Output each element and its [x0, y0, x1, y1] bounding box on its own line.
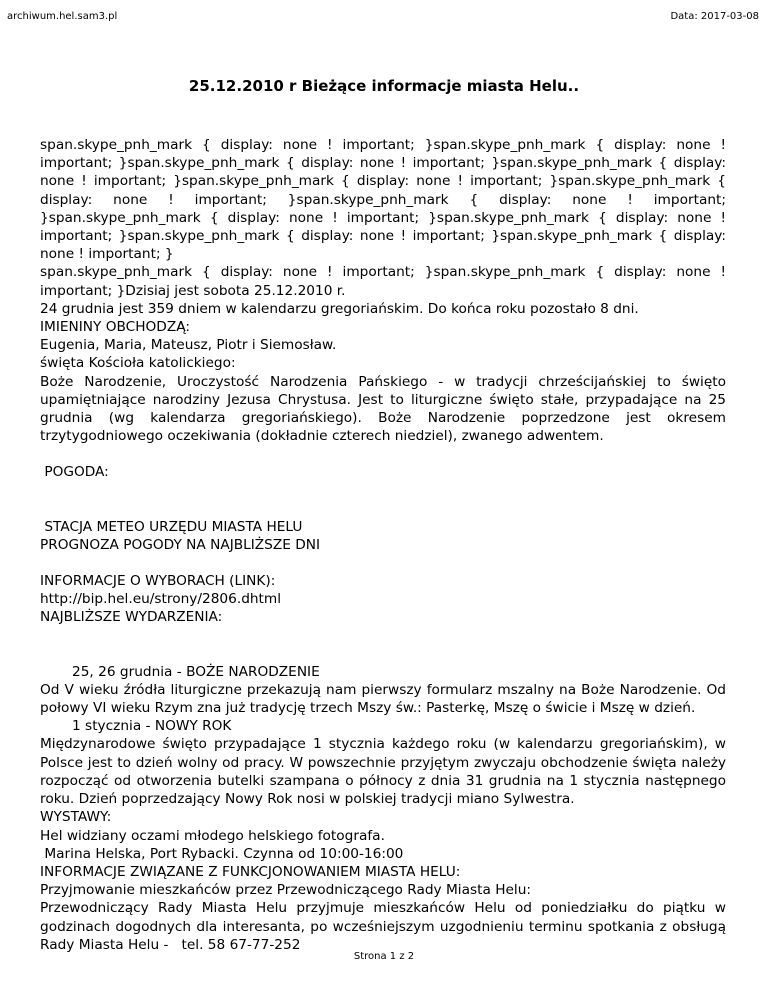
weather-heading: POGODA:	[40, 464, 109, 481]
css-text-block-date: span.skype_pnh_mark { display: none ! important; }span.skype_pnh_mark { display: none ! important; }Dzisiaj jest sobota 25.12.2010 r.	[40, 264, 726, 299]
site-url: archiwum.hel.sam3.pl	[7, 11, 118, 22]
council-subheading: Przyjmowanie mieszkańców przez Przewodniczącego Rady Miasta Helu:	[40, 882, 532, 899]
elections-link[interactable]: http://bip.hel.eu/strony/2806.dhtml	[40, 591, 282, 608]
council-heading: INFORMACJE ZWIĄZANE Z FUNKCJONOWANIEM MIASTA HELU:	[40, 863, 461, 880]
event-title: 25, 26 grudnia - BOŻE NARODZENIE	[72, 663, 320, 680]
page-number: Strona 1 z 2	[353, 951, 415, 962]
page-title: 25.12.2010 r Bieżące informacje miasta Helu..	[188, 77, 580, 95]
event-text: Międzynarodowe święto przypadające 1 stycznia każdego roku (w kalendarzu gregoriańskim), w Polsce jest to dzień wolny od pracy. W powszechnie przyjętym zwyczaju obchodzenie święta należy rozpocząć od otworzenia butelki szampana o północy z dnia 31 grudnia na 1 stycznia następnego roku. Dzień poprzedzający Nowy Rok nosi w polskiej tradycji miano Sylwestra.	[40, 736, 726, 808]
exhibition-title: Hel widziany oczami młodego helskiego fotografa.	[40, 827, 385, 844]
events-heading: NAJBLIŻSZE WYDARZENIA:	[40, 609, 223, 626]
names-heading: IMIENINY OBCHODZĄ:	[40, 319, 190, 336]
print-date: Data: 2017-03-08	[670, 11, 759, 22]
article-body	[40, 136, 731, 954]
exhibition-place: Marina Helska, Port Rybacki. Czynna od 10:00-16:00	[40, 845, 404, 862]
day-info: 24 grudnia jest 359 dniem w kalendarzu gregoriańskim. Do końca roku pozostało 8 dni.	[40, 300, 639, 317]
event-text: Od V wieku źródła liturgiczne przekazują nam pierwszy formularz mszalny na Boże Narodzenie. Od połowy VI wieku Rzym zna już tradycję trzech Mszy św.: Pasterkę, Mszę o świcie i Mszę w dzień.	[40, 681, 726, 717]
css-text-block: span.skype_pnh_mark { display: none ! important; }span.skype_pnh_mark { display: none ! important; }span.skype_pnh_mark { display: none ! important; }span.skype_pnh_mark { display: none ! important; }span.skype_pnh_mark { display: none ! important; }span.skype_pnh_mark { display: none ! important; }span.skype_pnh_mark { display: none ! important; }span.skype_pnh_mark { display: none ! important; }span.skype_pnh_mark { display: none ! important; }span.skype_pnh_mark { display: none ! important; }span.skype_pnh_mark { display: none ! important; }	[40, 137, 726, 263]
holidays-heading: święta Kościoła katolickiego:	[40, 355, 236, 372]
holidays-text: Boże Narodzenie, Uroczystość Narodzenia Pańskiego - w tradycji chrześcijańskiej to święto upamiętniające narodziny Jezusa Chrystusa. Jest to liturgiczne święto stałe, przypadające na 25 grudnia (wg kalendarza gregoriańskiego). Boże Narodzenie poprzedzone jest okresem trzytygodniowego oczekiwania (dokładnie czterech niedziel), zwanego adwentem.	[40, 373, 726, 445]
meteo-station: STACJA METEO URZĘDU MIASTA HELU	[40, 518, 303, 535]
exhibitions-heading: WYSTAWY:	[40, 809, 112, 826]
names-list: Eugenia, Maria, Mateusz, Piotr i Siemosław.	[40, 337, 337, 354]
event-title: 1 stycznia - NOWY ROK	[72, 718, 232, 735]
elections-link-label: INFORMACJE O WYBORACH (LINK):	[40, 573, 276, 590]
council-text: Przewodniczący Rady Miasta Helu przyjmuje mieszkańców Helu od poniedziałku do piątku w godzinach dogodnych dla interesanta, po wcześniejszym uzgodnieniu terminu spotkania z obsługą Rady Miasta Helu - tel. 58 67-77-252	[40, 900, 731, 953]
forecast-label: PROGNOZA POGODY NA NAJBLIŻSZE DNI	[40, 536, 321, 553]
